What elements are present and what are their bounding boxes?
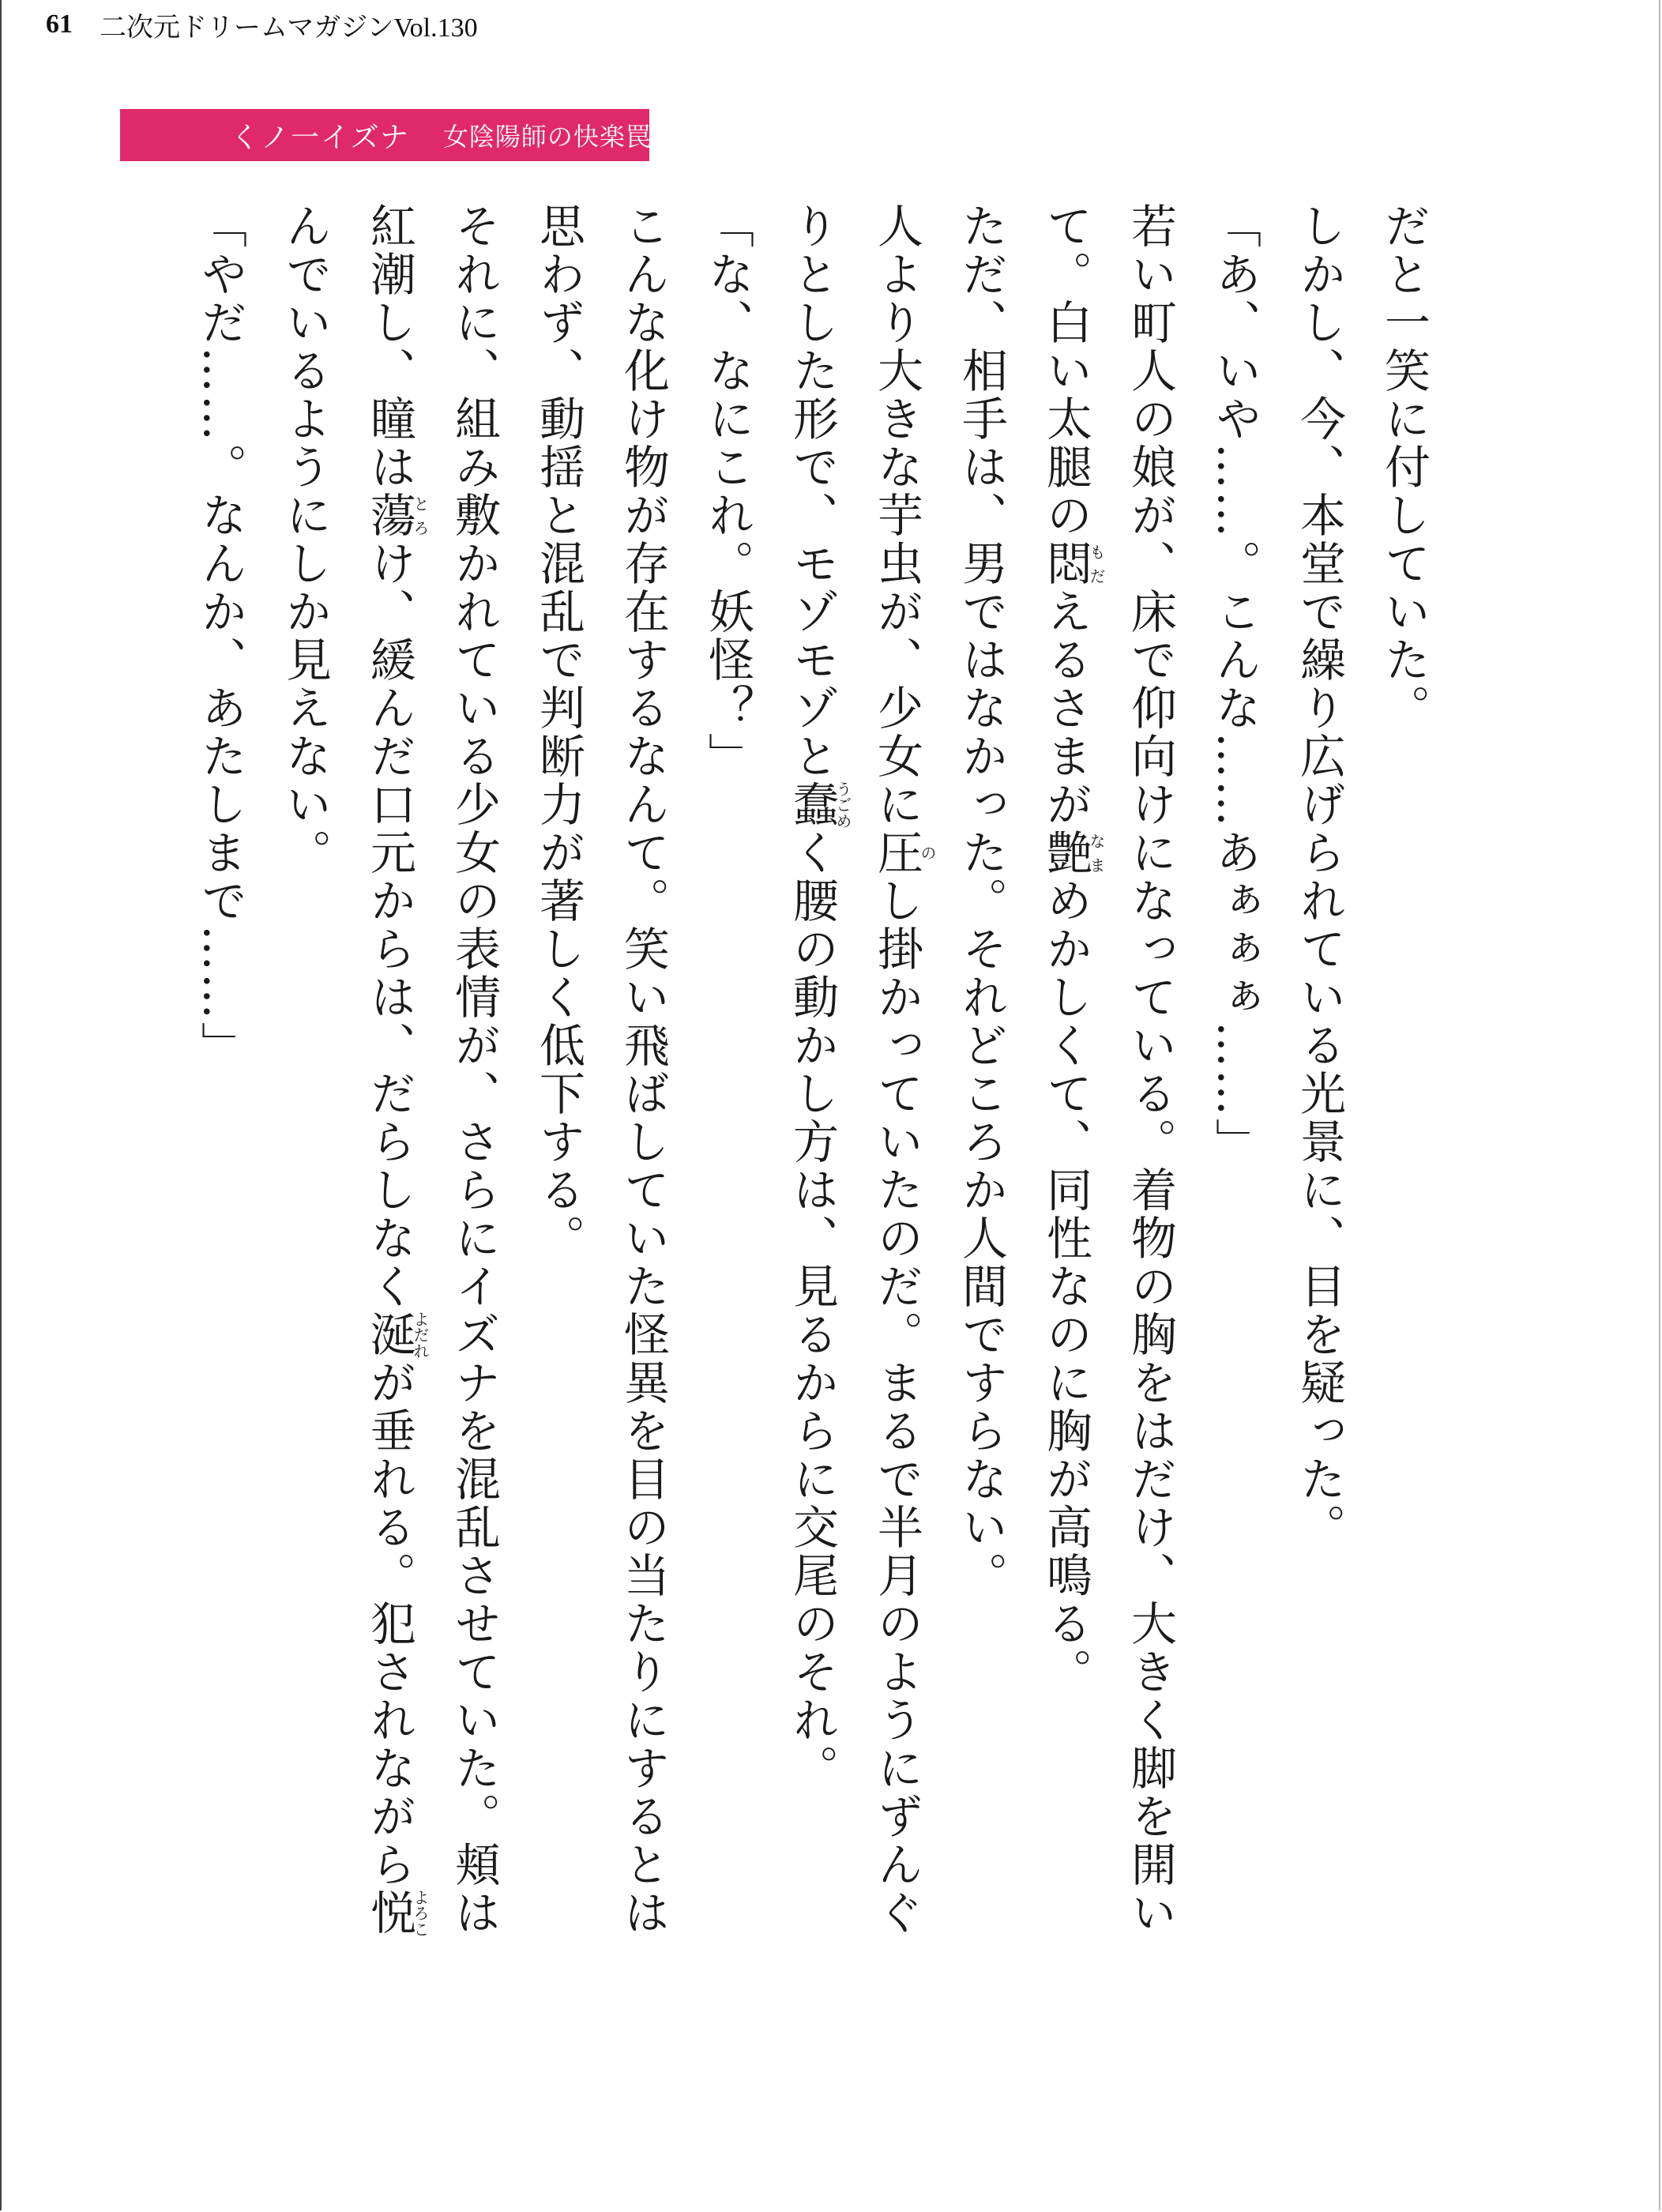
ruby-reading: なま [1087,829,1106,877]
paragraph-9-text-c: が垂れる。犯されながら [363,1359,416,1889]
paragraph-6-text-a: 人より大きな芋虫が、少女に [870,202,923,829]
paragraph-8: こんな化け物が存在するなんて。笑い飛ばしていた怪異を目の当たりにするとは思わず、動揺と混乱で判断力が著しく低下する。 [532,202,670,1937]
series-name: くノ一イズナ [231,121,410,154]
ruby-reading: うごめ [833,781,852,829]
paragraph-4-text-b: えるさまが [1039,588,1092,829]
ruby-reading: とろ [411,491,430,540]
ruby-base: 悦 [363,1889,416,1937]
paragraph-1: だと一笑に付していた。 [1377,202,1431,732]
paragraph-3: 「あ、いや……。こんな……あぁぁぁ……」 [1208,202,1262,1166]
paragraph-5: ただ、相手は、男ではなかった。それどころか人間ですらない。 [954,202,1008,1600]
ruby-base: 圧 [870,829,923,877]
ruby-reading: の [918,829,937,877]
story-subtitle: 女陰陽師の快楽罠 [442,122,652,152]
paragraph-7: 「な、なにこれ。妖怪？」 [701,202,754,781]
paragraph-4-text-a: 若い町人の娘が、床で仰向けになっている。着物の胸をはだけ、大きく脚を開いて。白い太腿の [1039,202,1177,1937]
ruby-base: 艶 [1039,829,1092,877]
paragraph-6 [769,202,938,1972]
ruby-yodare [363,1311,430,1359]
page-number: 61 [46,9,73,39]
ruby-nama [1039,829,1106,877]
ruby-ugome [785,781,852,829]
ruby-base: 蕩 [363,491,416,540]
ruby-reading: よろこ [411,1889,430,1937]
ruby-reading: よだれ [411,1311,430,1359]
paragraph-6-text-b: し掛かっていたのだ。まるで半月のようにずんぐりとした形で、モゾモゾと [785,202,923,1937]
ruby-base: 涎 [363,1311,416,1359]
running-header [46,5,478,44]
paragraph-2: しかし、今、本堂で繰り広げられている光景に、目を疑った。 [1292,202,1346,1552]
ruby-modae [1039,540,1106,588]
paragraph-4-text-c: めかしくて、同性なのに胸が高鳴る。 [1039,877,1092,1696]
ruby-base: 蠢 [785,781,839,829]
ruby-yoroko [363,1889,430,1937]
paragraph-6-text-c: く腰の動かし方は、見るからに交尾のそれ。 [785,829,839,1793]
paragraph-10: 「やだ……。なんか、あたしまで……」 [194,202,247,1070]
paragraph-9 [262,202,516,1972]
ruby-reading: もだ [1087,540,1106,588]
magazine-title: 二次元ドリームマガジンVol.130 [100,13,478,43]
vertical-body-text [103,202,1446,1972]
ruby-no [870,829,937,877]
paragraph-9-text-a: それに、組み敷かれている少女の表情が、さらにイズナを混乱させていた。頬は紅潮し、瞳は [363,202,501,1937]
paragraph-4 [1023,202,1192,1972]
ruby-toro [363,491,430,540]
story-title-bar [120,109,652,161]
paragraph-9-text-d: んでいるようにしか見えない。 [278,202,332,877]
paragraph-9-text-b: け、緩んだ口元からは、だらしなく [363,540,416,1311]
ruby-base: 悶 [1039,540,1092,588]
